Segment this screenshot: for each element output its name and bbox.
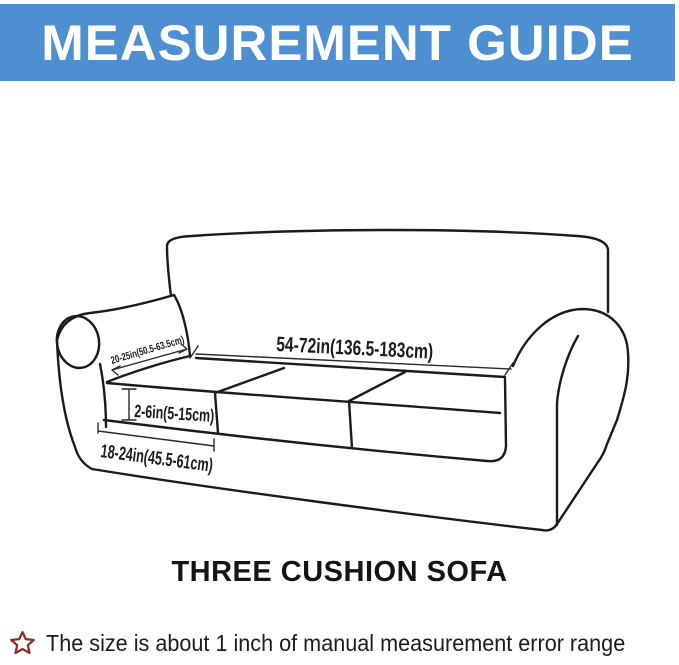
note-row xyxy=(8,629,679,658)
sofa-left-arm-lower-edge xyxy=(100,364,106,427)
sofa-backrest xyxy=(167,230,608,312)
note-text: The size is about 1 inch of manual measurement error range xyxy=(46,630,626,656)
sofa-cushion-separator-2 xyxy=(349,372,405,448)
diagram-caption: THREE CUSHION SOFA xyxy=(171,556,508,588)
sofa-outline xyxy=(53,230,628,530)
sofa-cushion-separator-1 xyxy=(215,368,284,433)
page-title: MEASUREMENT GUIDE xyxy=(41,14,634,71)
sofa-left-arm-roll xyxy=(53,313,103,371)
star-icon xyxy=(8,629,37,658)
armrest-label: 20-25in(50.5-63.5cm) xyxy=(109,326,212,367)
cushion-thickness-label: 2-6in(5-15cm) xyxy=(133,401,251,429)
seat-depth-label: 18-24in(45.5-61cm) xyxy=(99,441,271,485)
sofa-measurement-diagram xyxy=(0,95,679,555)
sofa-right-arm-outer xyxy=(513,309,628,420)
back-width-label: 54-72in(136.5-183cm) xyxy=(275,333,488,367)
header-banner xyxy=(0,4,675,81)
